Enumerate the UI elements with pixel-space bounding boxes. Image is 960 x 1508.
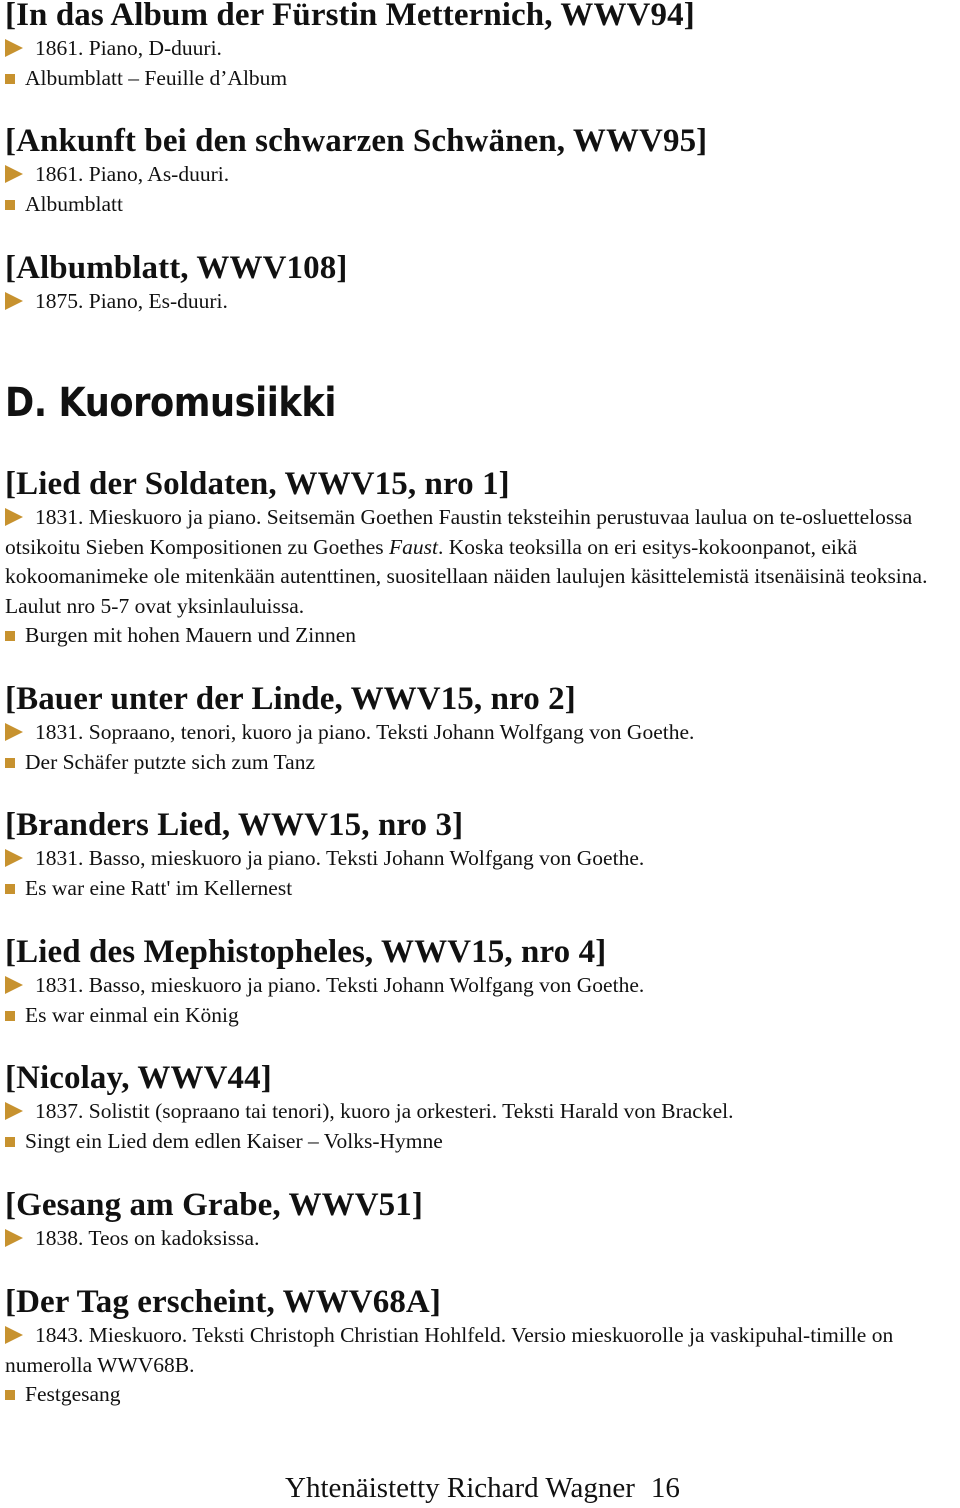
entry-title: [In das Album der Fürstin Metternich, WWV94] <box>5 0 695 33</box>
entry-title: [Ankunft bei den schwarzen Schwänen, WWV95] <box>5 123 708 159</box>
page-number: 16 <box>650 1472 680 1504</box>
entry-info: 1831. Basso, mieskuoro ja piano. Teksti Johann Wolfgang von Goethe. <box>5 971 955 1001</box>
entry-piece: Albumblatt <box>5 190 955 220</box>
triangle-bullet-icon <box>5 976 23 994</box>
page-footer <box>285 1470 680 1506</box>
section-heading: D. Kuoromusiikki <box>5 380 336 426</box>
triangle-bullet-icon <box>5 1326 23 1344</box>
entry-piece: Es war einmal ein König <box>5 1001 955 1031</box>
entry-title: [Branders Lied, WWV15, nro 3] <box>5 807 464 843</box>
footer-title: Yhtenäistetty Richard Wagner <box>285 1472 635 1504</box>
entry-title: [Albumblatt, WWV108] <box>5 250 348 286</box>
entry-info: 1861. Piano, D-duuri. <box>5 34 955 64</box>
triangle-bullet-icon <box>5 508 23 526</box>
square-bullet-icon <box>5 1390 15 1400</box>
entry-piece: Albumblatt – Feuille d’Album <box>5 64 955 94</box>
entry-info: 1843. Mieskuoro. Teksti Christoph Christian Hohlfeld. Versio mieskuorolle ja vaskipuhal-timille on numerolla WWV68B. <box>5 1323 894 1377</box>
entry-metternich <box>5 0 955 93</box>
entry-title: [Der Tag erscheint, WWV68A] <box>5 1284 441 1320</box>
entry-info: 1875. Piano, Es-duuri. <box>5 287 955 317</box>
triangle-bullet-icon <box>5 292 23 310</box>
entry-tag-erscheint <box>5 1283 955 1410</box>
entry-info: 1837. Solistit (sopraano tai tenori), kuoro ja orkesteri. Teksti Harald von Brackel. <box>5 1097 955 1127</box>
entry-title: [Lied der Soldaten, WWV15, nro 1] <box>5 466 510 502</box>
entry-nicolay <box>5 1059 955 1156</box>
entry-schwaenen <box>5 122 955 219</box>
entry-piece: Festgesang <box>5 1380 955 1410</box>
entry-title: [Nicolay, WWV44] <box>5 1060 272 1096</box>
entry-info: 1861. Piano, As-duuri. <box>5 160 955 190</box>
entry-gesang <box>5 1186 955 1254</box>
triangle-bullet-icon <box>5 723 23 741</box>
entry-mephistopheles <box>5 933 955 1030</box>
entry-bauer <box>5 680 955 777</box>
entry-info: 1831. Basso, mieskuoro ja piano. Teksti Johann Wolfgang von Goethe. <box>5 844 955 874</box>
square-bullet-icon <box>5 1137 15 1147</box>
square-bullet-icon <box>5 884 15 894</box>
triangle-bullet-icon <box>5 165 23 183</box>
entry-piece: Der Schäfer putzte sich zum Tanz <box>5 748 955 778</box>
square-bullet-icon <box>5 631 15 641</box>
entry-info: 1831. Sopraano, tenori, kuoro ja piano. Teksti Johann Wolfgang von Goethe. <box>5 718 955 748</box>
square-bullet-icon <box>5 74 15 84</box>
square-bullet-icon <box>5 758 15 768</box>
entry-info: 1831. Mieskuoro ja piano. Seitsemän Goethen Faustin teksteihin perustuvaa laulua on te-osluettelossa otsikoitu Sieben Kompositionen zu Goethes Faust. Koska teoksilla on eri esitys-kokoonpanot, eikä kokoomanimeke ole mitenkään autenttinen, suositellaan näiden laulujen käsittelemistä itsenäisinä teoksina. Laulut nro 5-7 ovat yksinlauluissa. <box>5 505 928 618</box>
square-bullet-icon <box>5 200 15 210</box>
triangle-bullet-icon <box>5 39 23 57</box>
entry-branders <box>5 806 955 903</box>
triangle-bullet-icon <box>5 849 23 867</box>
entry-title: [Lied des Mephistopheles, WWV15, nro 4] <box>5 934 607 970</box>
entry-lied-soldaten <box>5 465 955 651</box>
entry-piece: Burgen mit hohen Mauern und Zinnen <box>5 621 955 651</box>
entry-albumblatt <box>5 249 955 317</box>
triangle-bullet-icon <box>5 1102 23 1120</box>
entry-title: [Gesang am Grabe, WWV51] <box>5 1187 423 1223</box>
entry-piece: Es war eine Ratt' im Kellernest <box>5 874 955 904</box>
triangle-bullet-icon <box>5 1229 23 1247</box>
square-bullet-icon <box>5 1011 15 1021</box>
entry-title: [Bauer unter der Linde, WWV15, nro 2] <box>5 681 576 717</box>
entry-piece: Singt ein Lied dem edlen Kaiser – Volks-Hymne <box>5 1127 955 1157</box>
entry-info: 1838. Teos on kadoksissa. <box>5 1224 955 1254</box>
